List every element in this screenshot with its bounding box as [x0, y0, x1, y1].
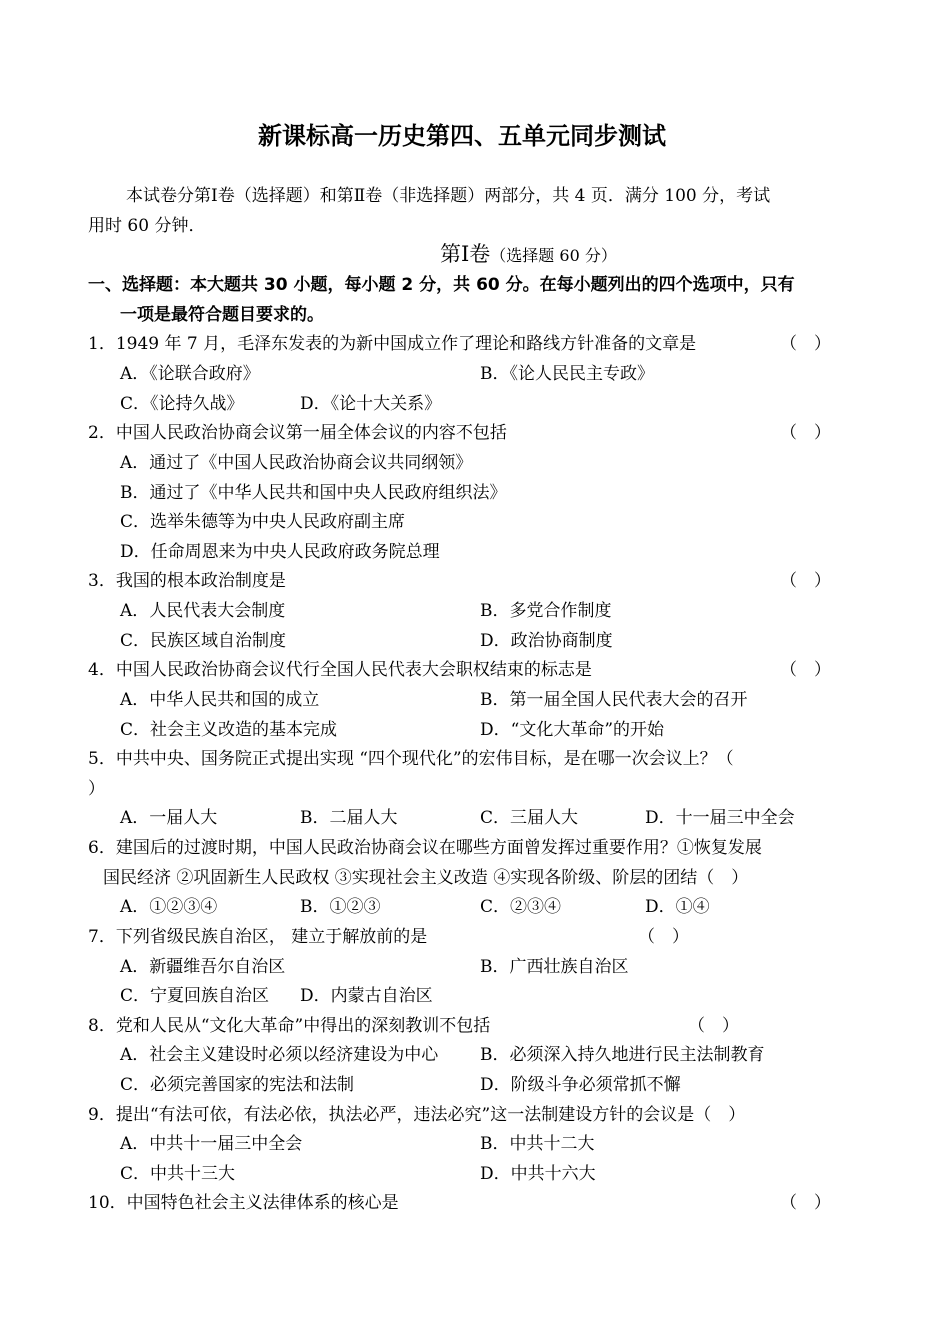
option: D．阶级斗争必须常抓不懈 — [480, 1075, 681, 1095]
section-heading-sub: （选择题 60 分） — [490, 246, 617, 265]
option: D．十一届三中全会 — [645, 808, 795, 828]
option: D．“文化大革命”的开始 — [480, 720, 665, 740]
section-heading-main: 第Ⅰ卷 — [440, 242, 491, 266]
intro-text: 本试卷分第Ⅰ卷（选择题）和第Ⅱ卷（非选择题）两部分，共 4 页．满分 100 分，考试 — [126, 186, 771, 206]
option: B．《论人民民主专政》 — [480, 364, 654, 384]
option: C．宁夏回族自治区 — [120, 986, 270, 1006]
option: B．中共十二大 — [480, 1134, 595, 1154]
option: D．中共十六大 — [480, 1164, 596, 1184]
option: C．三届人大 — [480, 808, 579, 828]
question-stem: 2．中国人民政治协商会议第一届全体会议的内容不包括 — [88, 423, 507, 443]
option: C．必须完善国家的宪法和法制 — [120, 1075, 355, 1095]
answer-blank: （ ） — [780, 660, 831, 680]
question-stem: 4．中国人民政治协商会议代行全国人民代表大会职权结束的标志是 — [88, 660, 592, 680]
option: A．一届人大 — [120, 808, 218, 828]
part-instructions: 一项是最符合题目要求的。 — [120, 305, 324, 325]
option: A．通过了《中国人民政治协商会议共同纲领》 — [120, 453, 473, 473]
option: A．中共十一届三中全会 — [120, 1134, 303, 1154]
option: B．多党合作制度 — [480, 601, 612, 621]
answer-blank: （ ） — [780, 1193, 831, 1213]
option: A．《论联合政府》 — [120, 364, 260, 384]
section-heading — [440, 244, 617, 266]
answer-blank: （ ） — [780, 423, 831, 443]
question-stem: 1．1949 年 7 月，毛泽东发表的为新中国成立作了理论和路线方针准备的文章是 — [88, 334, 697, 354]
question-stem: 9．提出“有法可依，有法必依，执法必严，违法必究”这一法制建设方针的会议是（ ） — [88, 1105, 746, 1125]
option: D．任命周恩来为中央人民政府政务院总理 — [120, 542, 440, 562]
answer-blank: （ ） — [780, 334, 831, 354]
page-title: 新课标高一历史第四、五单元同步测试 — [258, 122, 666, 150]
option: C．②③④ — [480, 897, 562, 917]
question-stem: 6．建国后的过渡时期，中国人民政治协商会议在哪些方面曾发挥过重要作用？①恢复发展 — [88, 838, 762, 858]
option: B．通过了《中华人民共和国中央人民政府组织法》 — [120, 483, 507, 503]
question-stem: 3．我国的根本政治制度是 — [88, 571, 286, 591]
option: B．广西壮族自治区 — [480, 957, 629, 977]
question-stem: 7．下列省级民族自治区， 建立于解放前的是 — [88, 927, 428, 947]
answer-blank: （ ） — [638, 927, 689, 947]
option: D．政治协商制度 — [480, 631, 613, 651]
question-stem-continued: ） — [88, 779, 105, 799]
question-stem: 10．中国特色社会主义法律体系的核心是 — [88, 1193, 399, 1213]
answer-blank: （ ） — [780, 571, 831, 591]
option: D．内蒙古自治区 — [300, 986, 433, 1006]
option: C．民族区域自治制度 — [120, 631, 287, 651]
option: C．选举朱德等为中央人民政府副主席 — [120, 512, 406, 532]
option: A．社会主义建设时必须以经济建设为中心 — [120, 1045, 439, 1065]
option: C．社会主义改造的基本完成 — [120, 720, 338, 740]
option: B．①②③ — [300, 897, 381, 917]
option: A．①②③④ — [120, 897, 218, 917]
question-stem: 5．中共中央、国务院正式提出实现 “四个现代化”的宏伟目标，是在哪一次会议上？（ — [88, 749, 734, 769]
part-instructions: 一、选择题：本大题共 30 小题，每小题 2 分，共 60 分。在每小题列出的四个选项中，只有 — [88, 275, 795, 295]
option: C．《论持久战》 — [120, 394, 244, 414]
option: B．必须深入持久地进行民主法制教育 — [480, 1045, 765, 1065]
option: D．《论十大关系》 — [300, 394, 442, 414]
option: A．中华人民共和国的成立 — [120, 690, 320, 710]
intro-text: 用时 60 分钟． — [88, 216, 206, 236]
option: B．第一届全国人民代表大会的召开 — [480, 690, 748, 710]
answer-blank: （ ） — [688, 1016, 739, 1036]
question-stem-continued: 国民经济 ②巩固新生人民政权 ③实现社会主义改造 ④实现各阶级、阶层的团结（ ） — [103, 868, 749, 888]
option: B．二届人大 — [300, 808, 398, 828]
question-stem: 8．党和人民从“文化大革命”中得出的深刻教训不包括 — [88, 1016, 491, 1036]
option: A．新疆维吾尔自治区 — [120, 957, 286, 977]
option: C．中共十三大 — [120, 1164, 236, 1184]
option: A．人民代表大会制度 — [120, 601, 286, 621]
option: D．①④ — [645, 897, 710, 917]
